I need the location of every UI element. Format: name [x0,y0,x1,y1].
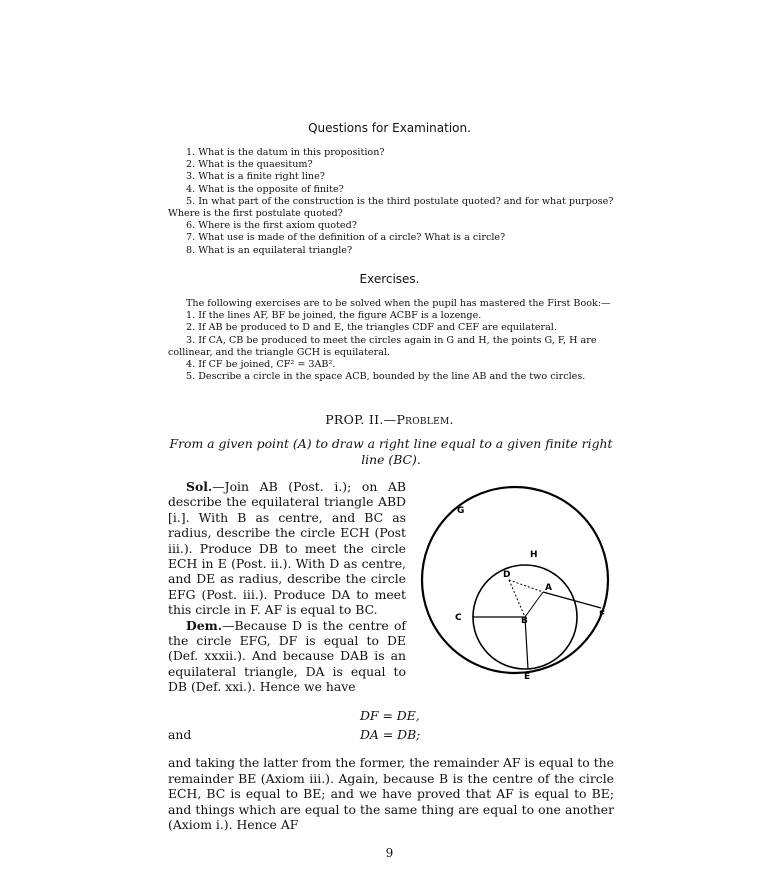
question-item: 7. What use is made of the definition of a circle? What is a circle? [186,232,506,244]
continuation-paragraph: and taking the latter from the former, the remainder AF is equal to the remainder BE (Axiom iii.). Again, because B is the centre of the circle ECH, BC is equal to BE; and we have proved that AF is equal to BE; and things which are equal to the same thing are equal to one another (Axiom i.). Hence AF [168,755,614,833]
line-da [509,580,543,592]
proposition-title [0,412,779,427]
questions-heading: Questions for Examination. [308,121,471,135]
exercises-list [168,298,614,383]
label-e: E [524,672,531,680]
sol-text: —Join AB (Post. i.); on AB describe the equilateral triangle ABD [i.]. With B as centre, and BC as radius, describe the circle ECH (Post iii.). Produce DB to meet the circle ECH in E (Post. ii.). With D as centre, and DE as radius, describe the circle EFG (Post. iii.). Produce DA to meet this circle in F. AF is equal to BC. [168,479,406,618]
dem-text: —Because D is the centre of the circle EFG, DF is equal to DE (Def. xxxii.). And because DAB is an equilateral triangle, DA is equal to DB (Def. xxi.). Hence we have [168,617,406,695]
exercise-intro: The following exercises are to be solved when the pupil has mastered the First Book:— [186,298,611,309]
question-item: 1. What is the datum in this proposition? [186,147,385,158]
label-h: H [530,550,538,560]
exercise-item: 3. If CA, CB be produced to meet the circles again in G and H, the points G, F, H are [186,334,597,346]
questions-list [168,147,614,257]
circle-efg [422,487,608,673]
solution-paragraph [168,479,406,618]
sol-label: Sol. [186,479,213,494]
label-d: D [503,570,511,580]
label-c: C [455,613,462,623]
proposition-kind: Problem. [396,412,454,427]
line-ab [525,592,543,617]
question-item-continued: Where is the first postulate quoted? [168,208,343,220]
proposition-number: PROP. II.— [325,412,397,427]
solution-block [168,479,406,695]
question-item: 6. Where is the first axiom quoted? [186,220,357,232]
question-item: 5. In what part of the construction is the third postulate quoted? and for what purpose? [186,195,614,207]
exercise-item: 4. If CF be joined, CF² = 3AB². [186,359,336,371]
equation-da-db: DA = DB; [360,727,421,742]
label-g: G [457,506,465,516]
line-db [509,580,525,617]
label-a: A [545,583,552,593]
and-label: and [168,727,192,742]
question-item: 2. What is the quaesitum? [186,159,313,171]
page-number: 9 [385,846,394,860]
question-item: 8. What is an equilateral triangle? [186,244,353,256]
question-item: 4. What is the opposite of finite? [186,183,344,195]
dem-label: Dem. [186,617,223,633]
question-item: 3. What is a finite right line? [186,171,325,183]
equation-df-de: DF = DE, [360,708,420,723]
exercises-heading: Exercises. [359,272,420,286]
label-b: B [521,616,528,626]
proposition-enunciation: From a given point (A) to draw a right line equal to a given finite right line (BC). [169,436,613,467]
exercise-item-continued: collinear, and the triangle GCH is equilateral. [168,346,391,358]
exercise-item: 5. Describe a circle in the space ACB, bounded by the line AB and the two circles. [186,371,586,383]
label-f: F [599,610,606,620]
exercise-item: 2. If AB be produced to D and E, the triangles CDF and CEF are equilateral. [186,322,557,334]
construction-figure [415,480,615,680]
exercise-item: 1. If the lines AF, BF be joined, the figure ACBF is a lozenge. [186,310,482,322]
demonstration-paragraph [168,618,406,695]
